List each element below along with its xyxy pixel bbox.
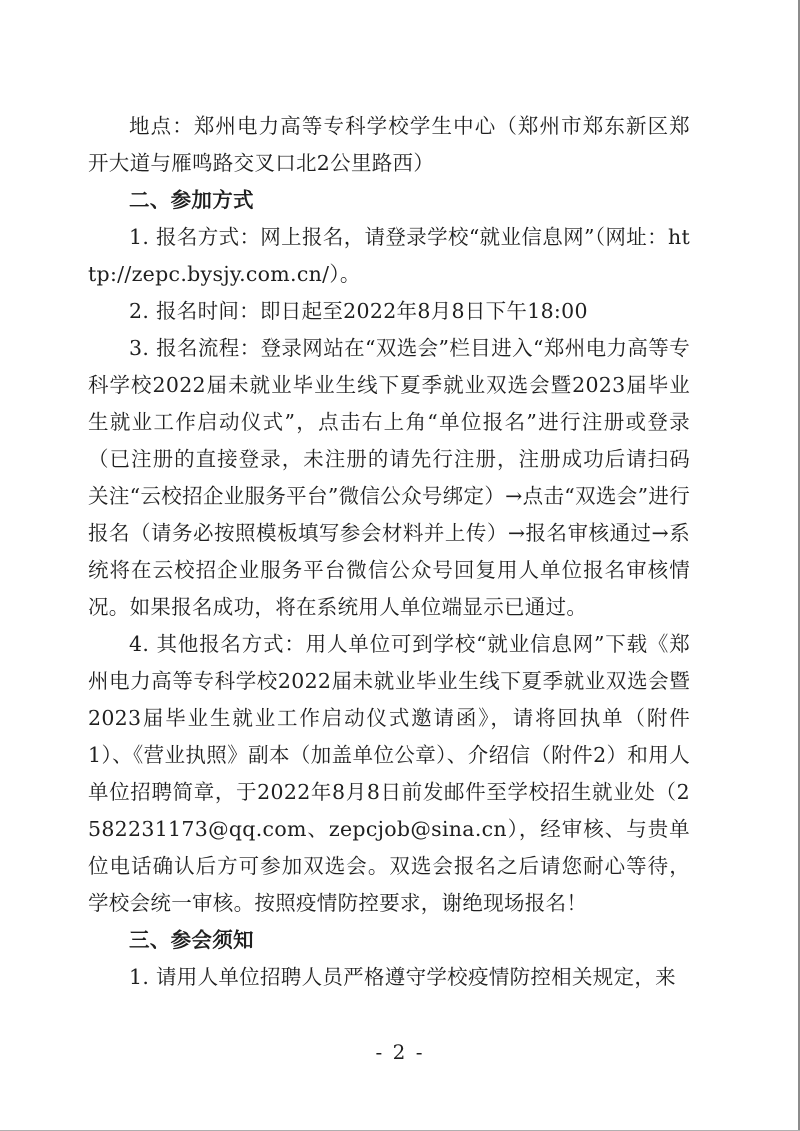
paragraph-notice-1: 1. 请用人单位招聘人员严格遵守学校疫情防控相关规定，来 xyxy=(129,965,676,989)
paragraph-location: 地点：郑州电力高等专科学校学生中心（郑州市郑东新区郑开大道与雁鸣路交叉口北2公里路西） xyxy=(88,114,690,175)
paragraph-registration-time: 2. 报名时间：即日起至2022年8月8日下午18:00 xyxy=(129,299,588,323)
paragraph-registration-method: 1. 报名方式：网上报名，请登录学校“就业信息网”（网址：http://zepc.bysjy.com.cn/）。 xyxy=(88,225,690,286)
paragraph-registration-process: 3. 报名流程：登录网站在“双选会”栏目进入“郑州电力高等专科学校2022届未就业毕业生线下夏季就业双选会暨2023届毕业生就业工作启动仪式”，点击右上角“单位报名”进行注册或登录（已注册的直接登录，未注册的请先行注册，注册成功后请扫码关注“云校招企业服务平台”微信公众号绑定）→点击“双选会”进行报名（请务必按照模板填写参会材料并上传）→报名审核通过→系统将在云校招企业服务平台微信公众号回复用人单位报名审核情况。如果报名成功，将在系统用人单位端显示已通过。 xyxy=(88,336,690,619)
document-body xyxy=(88,108,690,996)
page-number: - 2 - xyxy=(375,1040,425,1064)
section-heading-notice: 三、参会须知 xyxy=(129,928,254,952)
paragraph-other-registration: 4. 其他报名方式：用人单位可到学校“就业信息网”下载《郑州电力高等专科学校2022届未就业毕业生线下夏季就业双选会暨2023届毕业生就业工作启动仪式邀请函》，请将回执单（附件1）、《营业执照》副本（加盖单位公章）、介绍信（附件2）和用人单位招聘简章，于2022年8月8日前发邮件至学校招生就业处（2582231173@qq.com、zepcjob@sina.cn），经审核、与贵单位电话确认后方可参加双选会。双选会报名之后请您耐心等待，学校会统一审核。按照疫情防控要求，谢绝现场报名！ xyxy=(88,632,690,915)
section-heading-participation: 二、参加方式 xyxy=(129,188,254,212)
